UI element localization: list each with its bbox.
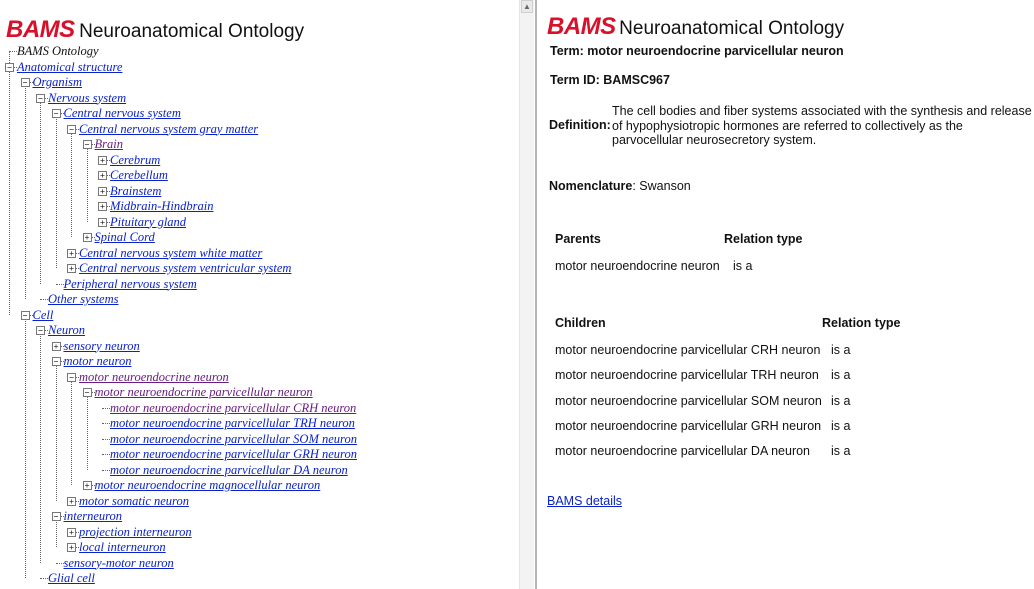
tree-connector [25,319,26,579]
child-relation: is a [831,343,851,357]
term-id-label: Term ID: [550,73,600,87]
tree-connector [102,454,110,455]
term-id-value: BAMSC967 [603,73,670,87]
tree-node-label[interactable]: Pituitary gland [110,214,187,229]
collapse-toggle-icon[interactable]: − [21,78,30,87]
tree-connector [40,299,48,300]
expand-toggle-icon[interactable]: + [83,233,92,242]
collapse-toggle-icon[interactable]: − [67,125,76,134]
collapse-toggle-icon[interactable]: − [36,326,45,335]
tree-node-label[interactable]: motor neuroendocrine parvicellular GRH neuron [110,447,357,461]
collapse-toggle-icon[interactable]: − [36,94,45,103]
tree-node-label[interactable]: motor neuroendocrine parvicellular TRH neuron [110,416,355,430]
tree-connector [71,133,72,238]
collapse-toggle-icon[interactable]: − [5,63,14,72]
collapse-toggle-icon[interactable]: − [52,109,61,118]
parents-relation-header: Relation type [724,232,803,246]
tree-node-label[interactable]: interneuron [63,509,123,523]
tree-connector [40,578,48,579]
expand-toggle-icon[interactable]: + [52,342,61,351]
nomenclature-value: : Swanson [632,179,691,193]
tree-scrollbar[interactable] [519,0,534,589]
tree-connector [87,148,88,222]
child-name: motor neuroendocrine parvicellular TRH neuron [555,368,819,383]
expand-toggle-icon[interactable]: + [67,264,76,273]
tree-node-label[interactable]: motor neuroendocrine parvicellular neuron [94,385,313,399]
tree-node-label[interactable]: Other systems [48,292,119,306]
tree-connector [9,71,10,315]
tree-connector [25,86,26,299]
nomenclature-line [549,179,691,193]
term-line [550,44,844,58]
tree-node-label[interactable]: motor neuroendocrine parvicellular CRH neuron [110,400,357,415]
tree-node-label[interactable]: Cerebrum [110,152,161,167]
tree-node-label[interactable]: motor neuroendocrine parvicellular SOM neuron [110,431,357,446]
tree-node-label[interactable]: Cell [32,307,54,322]
collapse-toggle-icon[interactable]: − [83,140,92,149]
nomenclature-label: Nomenclature [549,179,633,193]
collapse-toggle-icon[interactable]: − [21,311,30,320]
tree-node-label[interactable]: Central nervous system white matter [79,245,263,260]
expand-toggle-icon[interactable]: + [67,497,76,506]
tree-node-label[interactable]: Peripheral nervous system [63,276,197,291]
child-relation: is a [831,393,851,408]
expand-toggle-icon[interactable]: + [98,171,107,180]
scroll-up-arrow-icon[interactable]: ▲ [521,0,533,13]
tree-connector [102,470,110,471]
parent-relation: is a [733,259,753,273]
tree-brand-header [6,16,304,44]
child-name: motor neuroendocrine parvicellular SOM neuron [555,393,822,408]
expand-toggle-icon[interactable]: + [67,543,76,552]
tree-node-label[interactable]: projection interneuron [79,524,192,539]
tree-node-label[interactable]: Central nervous system gray matter [79,121,259,136]
expand-toggle-icon[interactable]: + [98,202,107,211]
children-header: Children [555,316,606,330]
tree-node-label[interactable]: Cerebellum [110,168,168,182]
tree-connector [102,439,110,440]
tree-node-label[interactable]: motor somatic neuron [79,493,189,508]
tree-connector [9,51,17,52]
tree-node-label[interactable]: Neuron [48,323,86,337]
tree-connector [40,334,41,563]
tree-node-label[interactable]: Glial cell [48,571,95,585]
definition-label: Definition: [549,118,611,132]
tree-node-label[interactable]: motor neuroendocrine neuron [79,369,229,384]
collapse-toggle-icon[interactable]: − [67,373,76,382]
tree-node-label[interactable]: motor neuron [63,354,132,368]
tree-connector [56,520,57,547]
collapse-toggle-icon[interactable]: − [83,388,92,397]
term-details-pane [537,0,1034,589]
details-brand-header [547,13,844,41]
child-name: motor neuroendocrine parvicellular DA neuron [555,444,811,459]
collapse-toggle-icon[interactable]: − [52,357,61,366]
tree-node-label[interactable]: Nervous system [48,90,127,105]
parents-header: Parents [555,232,601,246]
tree-node-label[interactable]: Midbrain-Hindbrain [110,199,214,213]
parent-name: motor neuroendocrine neuron [555,259,720,273]
tree-connector [71,381,72,486]
tree-connector [102,408,110,409]
tree-node-label[interactable]: Anatomical structure [17,59,123,74]
tree-connector [87,396,88,470]
tree-node-label[interactable]: Organism [32,75,83,89]
tree-connector [56,117,57,268]
tree-node-label[interactable]: sensory-motor neuron [63,555,174,570]
expand-toggle-icon[interactable]: + [98,218,107,227]
tree-connector [102,423,110,424]
expand-toggle-icon[interactable]: + [67,249,76,258]
expand-toggle-icon[interactable]: + [83,481,92,490]
brand-title: Neuroanatomical Ontology [619,18,845,39]
tree-node-label[interactable]: Brainstem [110,183,162,198]
tree-node-label[interactable]: Central nervous system [63,106,181,120]
definition-text: The cell bodies and fiber systems associated with the synthesis and release of hypophysiotropic hormones are referred to collectively as the parvocellular neurosecretory system. [612,104,1032,147]
term-value: motor neuroendocrine parvicellular neuron [587,44,844,58]
children-relation-header: Relation type [822,316,901,330]
tree-connector [40,102,41,284]
child-name: motor neuroendocrine parvicellular CRH neuron [555,343,821,357]
expand-toggle-icon[interactable]: + [98,156,107,165]
tree-node-label[interactable]: Spinal Cord [94,230,155,244]
expand-toggle-icon[interactable]: + [98,187,107,196]
brand-title: Neuroanatomical Ontology [79,21,305,42]
tree-node-label[interactable]: motor neuroendocrine magnocellular neuron [94,478,321,492]
tree-node-label[interactable]: Brain [94,137,123,151]
tree-connector [56,284,64,285]
tree-node-label[interactable]: sensory neuron [63,338,140,353]
collapse-toggle-icon[interactable]: − [52,512,61,521]
tree-node-label[interactable]: motor neuroendocrine parvicellular DA neuron [110,462,348,477]
tree-connector [56,365,57,501]
tree-node-label[interactable]: Central nervous system ventricular system [79,261,292,275]
term-id-line [550,73,670,87]
bams-details-link[interactable]: BAMS details [547,494,623,508]
term-label: Term: [550,44,584,58]
tree-node-label[interactable]: local interneuron [79,540,166,554]
bams-logo: BAMS [547,13,616,40]
bams-logo: BAMS [6,16,75,43]
tree-node-label: BAMS Ontology [17,44,99,58]
expand-toggle-icon[interactable]: + [67,528,76,537]
child-name: motor neuroendocrine parvicellular GRH neuron [555,418,822,433]
child-relation: is a [831,444,851,459]
child-relation: is a [831,418,851,433]
child-relation: is a [831,368,851,383]
tree-connector [56,563,64,564]
